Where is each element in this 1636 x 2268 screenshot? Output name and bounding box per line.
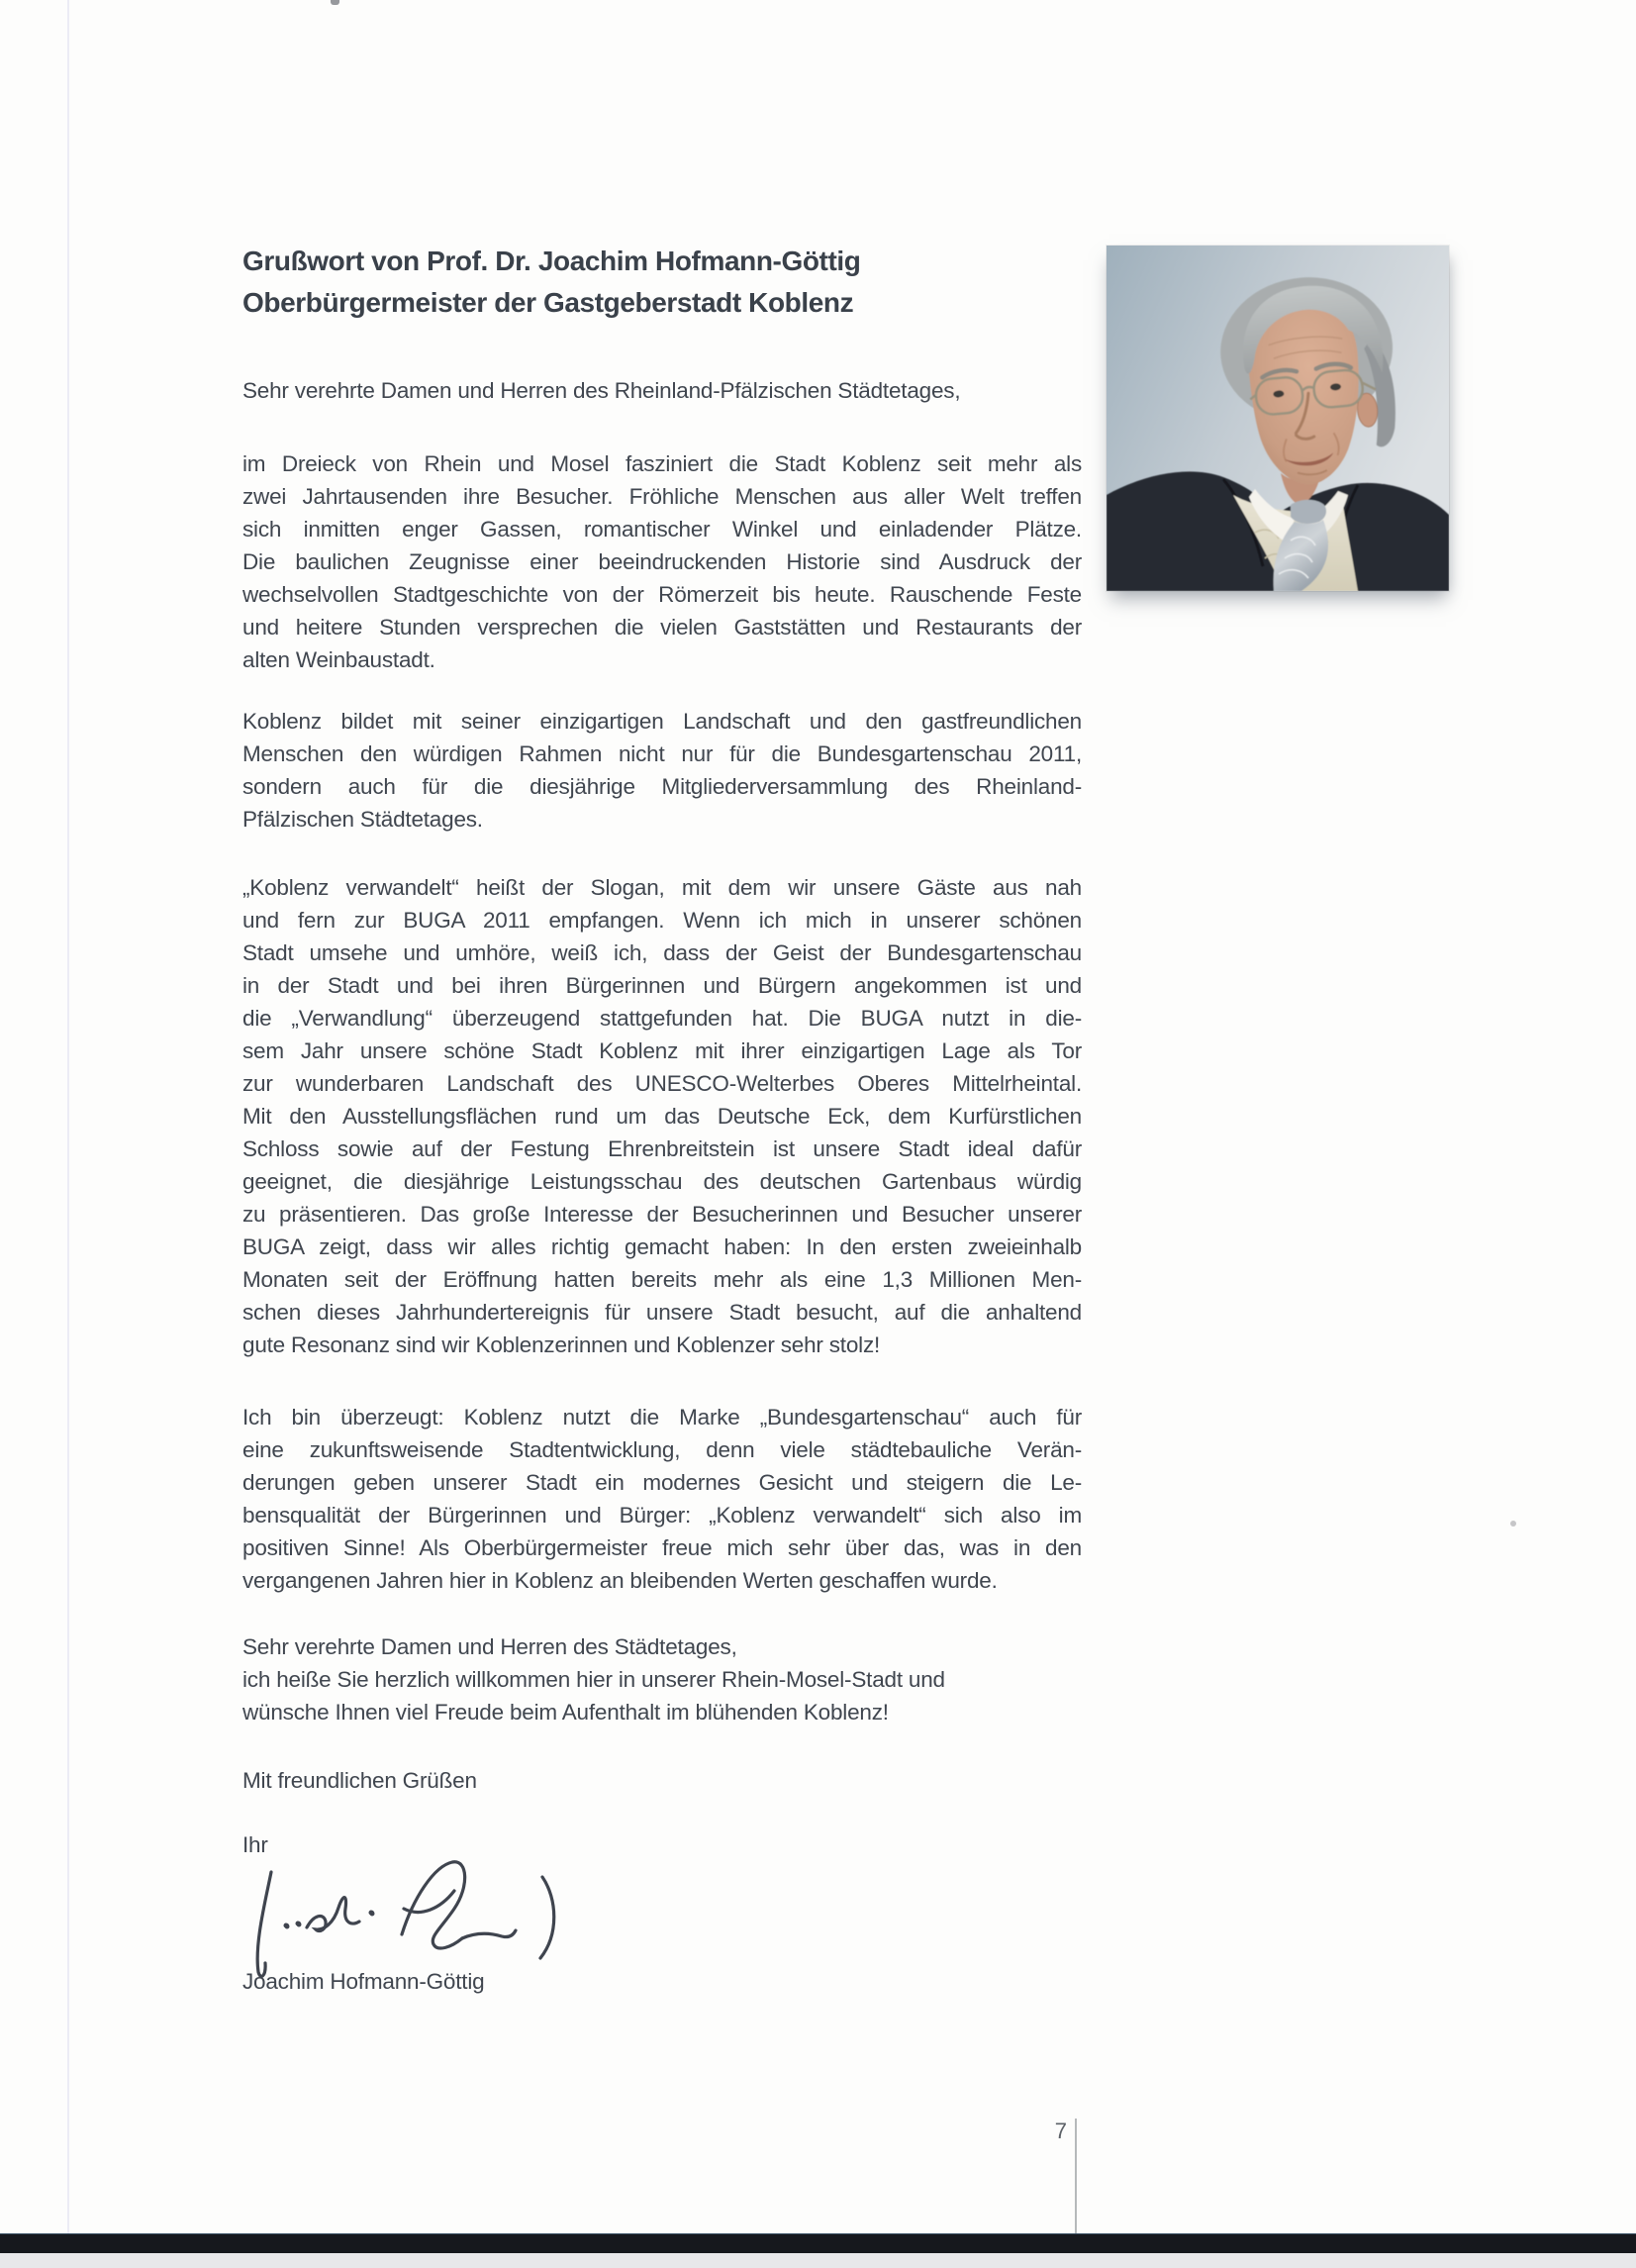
paragraph-stadtentwicklung: Ich bin überzeugt: Koblenz nutzt die Marke „Bundesgartenschau“ auch für eine zukunftsweisende Stadtentwicklung, denn viele städtebauliche Verän- derungen geben unserer Stadt ein modernes Gesicht und steigern die Le- bensqualität der Bürgerinnen und Bürger: „Koblenz verwandelt“ sich also im positiven Sinne! Als Oberbürgermeister freue mich sehr über das, was in den vergangenen Jahren hier in Koblenz an bleibenden Werten geschaffen wurde. [242, 1405, 1082, 1593]
closing-regards: Mit freundlichen Grüßen [242, 1768, 477, 1793]
page-title [242, 241, 1133, 324]
scan-speck [1510, 1521, 1516, 1527]
scan-smudge [331, 0, 339, 5]
paragraph-intro: im Dreieck von Rhein und Mosel fasziniert die Stadt Koblenz seit mehr als zwei Jahrtausenden ihre Besucher. Fröhliche Menschen aus aller Welt treffen sich inmitten enger Gassen, romantischer Winkel und einladender Plätze. Die baulichen Zeugnisse einer beeindruckenden Historie sind Ausdruck der wechselvollen Stadtgeschichte von der Römerzeit bis heute. Rauschende Feste und heitere Stunden versprechen die vielen Gaststätten und Restaurants der alten Weinbaustadt. [242, 451, 1082, 672]
closing-pronoun: Ihr [242, 1832, 268, 1857]
paragraph-buga: „Koblenz verwandelt“ heißt der Slogan, mit dem wir unsere Gäste aus nah und fern zur BUGA 2011 empfangen. Wenn ich mich in unserer schönen Stadt umsehe und umhöre, weiß ich, dass der Geist der Bundesgartenschau in der Stadt und bei ihren Bürgerinnen und Bürgern angekommen ist und die „Verwandlung“ überzeugend stattgefunden hat. Die BUGA nutzt in die- sem Jahr unsere schöne Stadt Koblenz mit ihrer einzigartigen Lage als Tor zur wunderbaren Landschaft des UNESCO-Welterbes Oberes Mittelrheintal. Mit den Ausstellungsflächen rund um das Deutsche Eck, dem Kurfürstlichen Schloss sowie auf der Festung Ehrenbreitstein ist unsere Stadt ideal dafür geeignet, die diesjährige Leistungsschau des deutschen Gartenbaus würdig zu präsentieren. Das große Interesse der Besucherinnen und Besucher unserer BUGA zeigt, dass wir alles richtig gemacht haben: In den ersten zweieinhalb Monaten seit der Eröffnung hatten bereits mehr als eine 1,3 Millionen Men- schen dieses Jahrhundertereignis für unsere Stadt besucht, auf die anhaltend gute Resonanz sind wir Koblenzerinnen und Koblenzer sehr stolz! [242, 875, 1082, 1357]
salutation: Sehr verehrte Damen und Herren des Rheinland-Pfälzischen Städtetages, [242, 378, 961, 403]
paragraph-willkommen: Sehr verehrte Damen und Herren des Städtetages, ich heiße Sie herzlich willkommen hier in unserer Rhein-Mosel-Stadt und wünsche Ihnen viel Freude beim Aufenthalt im blühenden Koblenz! [242, 1634, 945, 1725]
portrait-photo [1107, 246, 1449, 591]
page-number: 7 [1054, 2119, 1067, 2143]
title-line-1: Grußwort von Prof. Dr. Joachim Hofmann-Göttig [242, 246, 861, 276]
footer-divider-line [1075, 2119, 1077, 2233]
portrait-illustration [1107, 246, 1449, 591]
scan-background-strip [0, 2253, 1636, 2268]
paragraph-landschaft: Koblenz bildet mit seiner einzigartigen Landschaft und den gastfreundlichen Menschen den würdigen Rahmen nicht nur für die Bundesgartenschau 2011, sondern auch für die diesjährige Mitgliederversammlung des Rheinland- Pfälzischen Städtetages. [242, 709, 1082, 832]
page-bottom-edge [0, 2233, 1636, 2253]
page-edge-line [67, 0, 69, 2233]
title-line-2: Oberbürgermeister der Gastgeberstadt Koblenz [242, 287, 854, 318]
signer-name: Joachim Hofmann-Göttig [242, 1969, 485, 1994]
